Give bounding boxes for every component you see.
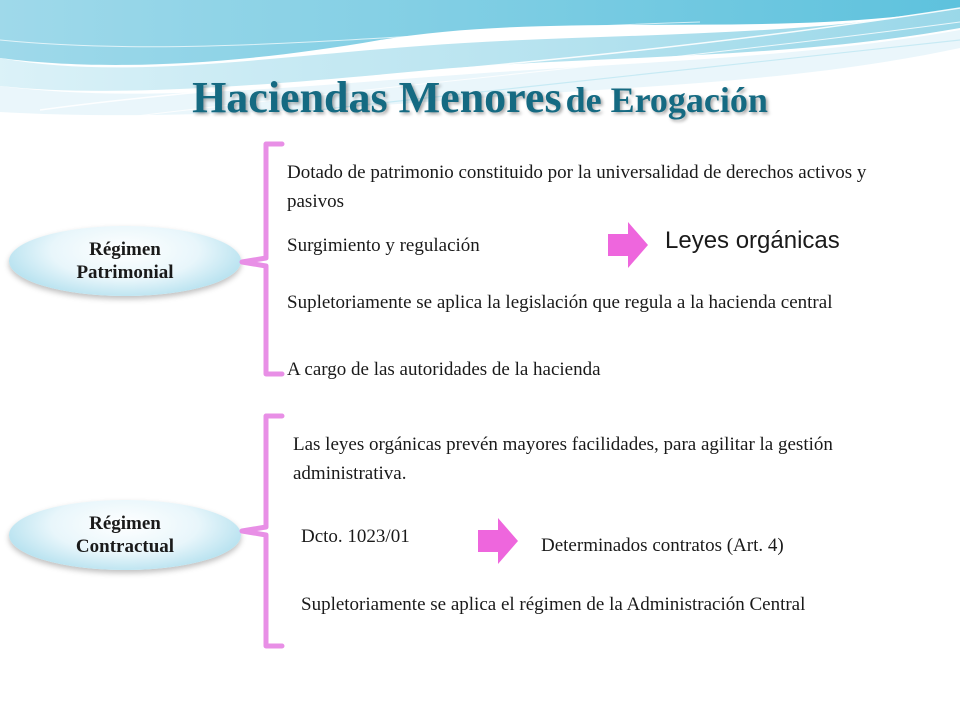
contractual-bracket bbox=[236, 410, 286, 652]
patrimonial-bracket bbox=[236, 138, 286, 380]
regimen-patrimonial-badge bbox=[9, 226, 241, 296]
regimen-contractual-badge bbox=[9, 500, 241, 570]
leyes-organicas-label: Leyes orgánicas bbox=[665, 227, 840, 254]
determinados-contratos-label: Determinados contratos (Art. 4) bbox=[541, 535, 784, 556]
contractual-item-supletoriamente: Supletoriamente se aplica el régimen de la Administración Central bbox=[301, 594, 806, 615]
patrimonial-item-supletoriamente: Supletoriamente se aplica la legislación que regula a la hacienda central bbox=[287, 292, 833, 313]
badge-label-line2: Contractual bbox=[75, 536, 175, 557]
title-main: Haciendas Menores bbox=[192, 73, 562, 122]
badge-label-line2: Patrimonial bbox=[76, 262, 174, 283]
patrimonial-item-surgimiento: Surgimiento y regulación bbox=[287, 235, 480, 256]
badge-label-line1: Régimen bbox=[89, 513, 161, 534]
patrimonial-item-patrimonio: Dotado de patrimonio constituido por la universalidad de derechos activos y pasivos bbox=[287, 162, 867, 212]
arrow-right-icon bbox=[478, 518, 518, 564]
contractual-item-leyes: Las leyes orgánicas prevén mayores facilidades, para agilitar la gestión administrativa. bbox=[293, 434, 833, 484]
contractual-item-decreto: Dcto. 1023/01 bbox=[301, 526, 410, 547]
title-secondary: de Erogación bbox=[565, 80, 768, 120]
slide-title bbox=[0, 72, 960, 123]
arrow-right-icon bbox=[608, 222, 648, 268]
badge-label-line1: Régimen bbox=[89, 239, 161, 260]
patrimonial-item-autoridades: A cargo de las autoridades de la hacienda bbox=[287, 359, 601, 380]
